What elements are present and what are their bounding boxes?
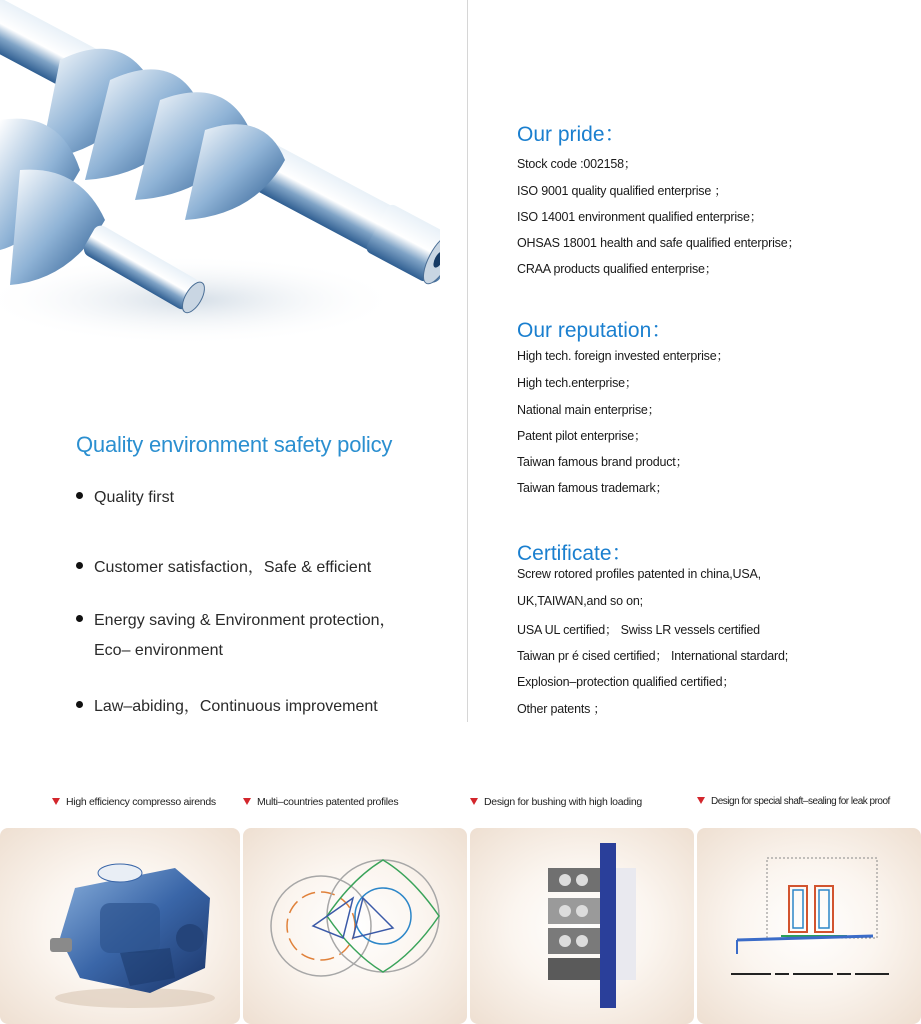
policy-title: Quality environment safety policy bbox=[76, 432, 393, 457]
pride-line: ISO 9001 quality qualified enterprise ； bbox=[517, 184, 727, 198]
reputation-line: Patent pilot enterprise； bbox=[517, 429, 647, 443]
triangle-marker-icon bbox=[470, 798, 478, 805]
pride-line: OHSAS 18001 health and safe qualified enterprise； bbox=[517, 236, 800, 250]
certificate-title: Certificate： bbox=[517, 542, 633, 565]
feature-label-profiles bbox=[243, 796, 398, 808]
column-divider bbox=[467, 0, 468, 722]
airend-image-panel bbox=[0, 828, 240, 1024]
certificate-line: Other patents ； bbox=[517, 702, 606, 716]
certificate-line: UK,TAIWAN,and so on; bbox=[517, 594, 643, 608]
triangle-marker-icon bbox=[697, 797, 705, 804]
bullet-icon bbox=[76, 615, 83, 622]
pride-title: Our pride： bbox=[517, 123, 626, 146]
policy-item-law bbox=[76, 692, 378, 722]
feature-label-sealing bbox=[697, 796, 890, 807]
feature-label-text: Design for bushing with high loading bbox=[484, 796, 642, 808]
airend-image bbox=[0, 828, 240, 1024]
policy-item-label: Customer satisfaction，Safe & efficient bbox=[94, 559, 372, 576]
bullet-icon bbox=[76, 562, 83, 569]
policy-item-quality bbox=[76, 483, 174, 513]
bushing-image-panel bbox=[470, 828, 694, 1024]
reputation-line: Taiwan famous brand product； bbox=[517, 455, 688, 469]
pride-line: Stock code :002158； bbox=[517, 157, 637, 171]
reputation-line: High tech.enterprise； bbox=[517, 376, 638, 390]
reputation-title: Our reputation： bbox=[517, 319, 673, 342]
feature-label-bushing bbox=[470, 796, 642, 808]
profiles-image-panel bbox=[243, 828, 467, 1024]
feature-label-airends bbox=[52, 796, 216, 808]
certificate-line: Screw rotored profiles patented in china,USA, bbox=[517, 567, 761, 581]
policy-item-customer bbox=[76, 553, 371, 583]
feature-label-text: Multi–countries patented profiles bbox=[257, 796, 399, 808]
reputation-line: High tech. foreign invested enterprise； bbox=[517, 349, 729, 363]
policy-item-energy bbox=[76, 606, 396, 666]
triangle-marker-icon bbox=[52, 798, 60, 805]
bushing-image bbox=[470, 828, 694, 1024]
feature-label-text: Design for special shaft–sealing for leak proof bbox=[711, 796, 890, 807]
pride-line: CRAA products qualified enterprise； bbox=[517, 262, 718, 276]
rotor-profiles-diagram bbox=[243, 828, 467, 1024]
bullet-icon bbox=[76, 701, 83, 708]
policy-item-label: Quality first bbox=[94, 489, 175, 506]
certificate-line: Explosion–protection qualified certified； bbox=[517, 675, 735, 689]
screw-rotor-image bbox=[0, 0, 440, 380]
policy-item-label: Energy saving & Environment protection， bbox=[94, 612, 396, 629]
shaft-seal-diagram bbox=[697, 828, 921, 1024]
pride-line: ISO 14001 environment qualified enterprise； bbox=[517, 210, 763, 224]
certificate-line: Taiwan pr é cised certified； International stardard; bbox=[517, 649, 788, 663]
reputation-line: Taiwan famous trademark； bbox=[517, 481, 668, 495]
triangle-marker-icon bbox=[243, 798, 251, 805]
certificate-line: USA UL certified； Swiss LR vessels certified bbox=[517, 623, 760, 637]
feature-label-text: High efficiency compresso airends bbox=[66, 796, 216, 808]
policy-item-continuation: Eco– environment bbox=[94, 642, 223, 659]
reputation-line: National main enterprise； bbox=[517, 403, 660, 417]
sealing-image-panel bbox=[697, 828, 921, 1024]
policy-item-label: Law–abiding，Continuous improvement bbox=[94, 698, 378, 715]
bullet-icon bbox=[76, 492, 83, 499]
